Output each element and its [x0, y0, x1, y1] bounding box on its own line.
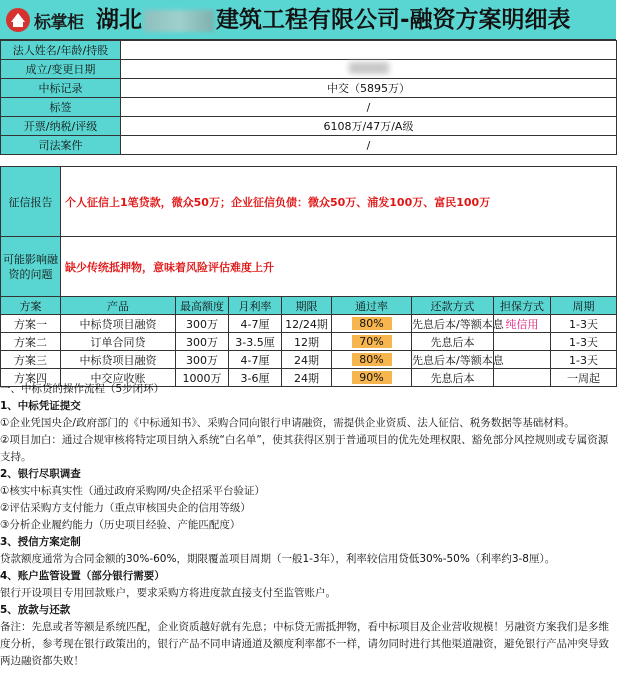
- page-header: [0, 0, 616, 40]
- process-notes: [0, 381, 616, 670]
- col-header-limit: 最高额度: [176, 297, 229, 315]
- title-prefix: 湖北: [96, 7, 142, 33]
- cell-plan: 方案一: [1, 315, 61, 333]
- risk-label: 可能影响融资的问题: [1, 237, 61, 297]
- cell-product: 中交应收账: [61, 369, 176, 387]
- info-label: 司法案件: [1, 136, 121, 155]
- risk-text: 缺少传统抵押物，意味着风险评估难度上升: [61, 237, 617, 297]
- note-text: ②项目加白：通过合规审核将特定项目纳入系统“白名单”，使其获得区别于普通项目的优先处理权限、豁免部分风控规则或专属资源支持。: [0, 434, 609, 463]
- logo-icon: [6, 8, 30, 32]
- col-header-cycle: 周期: [551, 297, 617, 315]
- info-row: [1, 41, 617, 60]
- notes-heading: 一、中标贷的操作流程（5步闭环）: [0, 383, 165, 395]
- redacted-date: [349, 62, 389, 74]
- title-suffix: 建筑工程有限公司-融资方案明细表: [216, 7, 571, 33]
- cell-cycle: 一周起: [551, 369, 617, 387]
- credit-row: [1, 167, 617, 237]
- info-row: [1, 60, 617, 79]
- step-heading: 3、授信方案定制: [0, 536, 81, 548]
- note-text: ②评估采购方支付能力（重点审核国央企的信用等级）: [0, 502, 251, 514]
- info-label: 成立/变更日期: [1, 60, 121, 79]
- cell-rate: 3-6厘: [229, 369, 282, 387]
- info-label: 法人姓名/年龄/持股: [1, 41, 121, 60]
- col-header-plan: 方案: [1, 297, 61, 315]
- info-value: /: [121, 98, 617, 117]
- cell-term: 24期: [282, 351, 332, 369]
- cell-rate: 3-3.5厘: [229, 333, 282, 351]
- step-heading: 4、账户监管设置（部分银行需要）: [0, 570, 165, 582]
- cell-rate: 4-7厘: [229, 351, 282, 369]
- cell-guarantee: 纯信用: [494, 315, 551, 333]
- brand-logo: [6, 6, 94, 34]
- cell-term: 12期: [282, 333, 332, 351]
- cell-repayment: 先息后本/等额本息: [412, 351, 494, 369]
- table-row: [1, 333, 617, 351]
- remark-text: 备注：先息或者等额是系统匹配，企业资质越好就有先息；中标贷无需抵押物，看中标项目及企业营收规模！另融资方案我们是多维度分析，参考现在银行政策出的，银行产品不同申请通道及额度利率都不一样，请勿同时进行其他渠道融资，避免银行产品冲突导致两边融资都失败！: [0, 621, 609, 667]
- info-label: 开票/纳税/评级: [1, 117, 121, 136]
- cell-product: 订单合同贷: [61, 333, 176, 351]
- cell-plan: 方案四: [1, 369, 61, 387]
- col-header-term: 期限: [282, 297, 332, 315]
- info-value: /: [121, 136, 617, 155]
- info-label: 中标记录: [1, 79, 121, 98]
- cell-repayment: 先息后本: [412, 369, 494, 387]
- note-text: 贷款额度通常为合同金额的30%-60%，期限覆盖项目周期（一般1-3年），利率较信用贷低30%-50%（利率约3-8厘）。: [0, 553, 556, 565]
- company-info-table: [0, 40, 617, 155]
- credit-label: 征信报告: [1, 167, 61, 237]
- step-heading: 2、银行尽职调查: [0, 468, 81, 480]
- cell-limit: 1000万: [176, 369, 229, 387]
- cell-rate: 4-7厘: [229, 315, 282, 333]
- plans-header-row: [1, 297, 617, 315]
- redacted-company-name: [144, 10, 214, 32]
- table-row: [1, 351, 617, 369]
- cell-cycle: 1-3天: [551, 333, 617, 351]
- cell-pass-rate: [332, 315, 412, 333]
- cell-term: 12/24期: [282, 315, 332, 333]
- note-text: ①企业凭国央企/政府部门的《中标通知书》、采购合同向银行申请融资，需提供企业资质、法人征信、税务数据等基础材料。: [0, 417, 575, 429]
- info-label: 标签: [1, 98, 121, 117]
- info-value: 6108万/47万/A级: [121, 117, 617, 136]
- cell-repayment: 先息后本: [412, 333, 494, 351]
- cell-product: 中标贷项目融资: [61, 315, 176, 333]
- cell-limit: 300万: [176, 351, 229, 369]
- credit-risk-table: [0, 166, 617, 297]
- cell-cycle: 1-3天: [551, 351, 617, 369]
- col-header-product: 产品: [61, 297, 176, 315]
- cell-limit: 300万: [176, 315, 229, 333]
- info-value: 中交（5895万）: [121, 79, 617, 98]
- step-heading: 5、放款与还款: [0, 604, 71, 616]
- cell-pass-rate: [332, 333, 412, 351]
- note-text: 银行开设项目专用回款账户，要求采购方将进度款直接支付至监管账户。: [0, 587, 336, 599]
- credit-text: 个人征信上1笔贷款，微众50万；企业征信负债：微众50万、浦发100万、富民100万: [61, 167, 617, 237]
- step-heading: 1、中标凭证提交: [0, 400, 81, 412]
- pass-rate-bar: 80%: [352, 353, 392, 366]
- info-row: [1, 79, 617, 98]
- col-header-pass-rate: 通过率: [332, 297, 412, 315]
- info-value-redacted: [121, 60, 617, 79]
- info-value: [121, 41, 617, 60]
- financing-plans-table: [0, 296, 617, 387]
- cell-plan: 方案三: [1, 351, 61, 369]
- table-row: [1, 315, 617, 333]
- page-title: [96, 4, 571, 36]
- info-row: [1, 136, 617, 155]
- info-row: [1, 98, 617, 117]
- cell-limit: 300万: [176, 333, 229, 351]
- logo-text: 标掌柜: [34, 12, 84, 32]
- pass-rate-bar: 90%: [352, 371, 392, 384]
- pass-rate-bar: 70%: [352, 335, 392, 348]
- col-header-repayment: 还款方式: [412, 297, 494, 315]
- cell-pass-rate: [332, 351, 412, 369]
- note-text: ③分析企业履约能力（历史项目经验、产能匹配度）: [0, 519, 241, 531]
- col-header-rate: 月利率: [229, 297, 282, 315]
- cell-cycle: 1-3天: [551, 315, 617, 333]
- cell-plan: 方案二: [1, 333, 61, 351]
- note-text: ①核实中标真实性（通过政府采购网/央企招采平台验证）: [0, 485, 265, 497]
- col-header-guarantee: 担保方式: [494, 297, 551, 315]
- cell-product: 中标贷项目融资: [61, 351, 176, 369]
- info-row: [1, 117, 617, 136]
- risk-row: [1, 237, 617, 297]
- cell-term: 24期: [282, 369, 332, 387]
- cell-repayment: 先息后本/等额本息: [412, 315, 494, 333]
- pass-rate-bar: 80%: [352, 317, 392, 330]
- cell-guarantee: [494, 333, 551, 351]
